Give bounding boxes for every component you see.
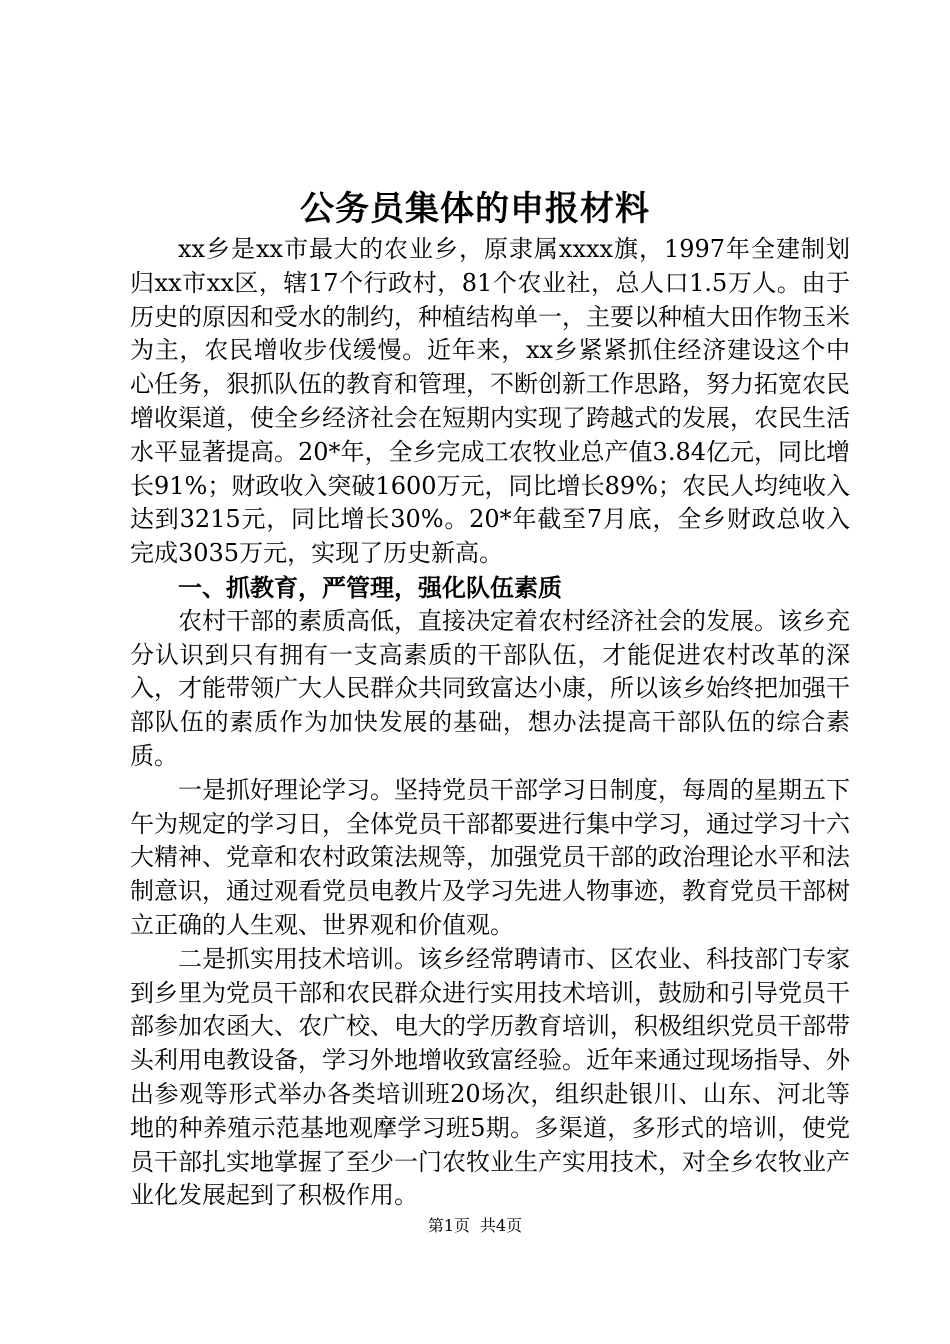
page-number: 第1页 (427, 1216, 470, 1235)
section-paragraph: 二是抓实用技术培训。该乡经常聘请市、区农业、科技部门专家到乡里为党员干部和农民群众进行实用技术培训，鼓励和引导党员干部参加农函大、农广校、电大的学历教育培训，积极组织党员干部带头利用电教设备，学习外地增收致富经验。近年来通过现场指导、外出参观等形式举办各类培训班20场次，组织赴银川、山东、河北等地的种养殖示范基地观摩学习班5期。多渠道，多形式的培训，使党员干部扎实地掌握了至少一门农牧业生产实用技术，对全乡农牧业产业化发展起到了积极作用。 (130, 944, 850, 1210)
document-body (130, 233, 850, 1213)
page-footer (0, 1214, 950, 1238)
section-paragraph: 一是抓好理论学习。坚持党员干部学习日制度，每周的星期五下午为规定的学习日，全体党员干部都要进行集中学习，通过学习十六大精神、党章和农村政策法规等，加强党员干部的政治理论水平和法制意识，通过观看党员电教片及学习先进人物事迹，教育党员干部树立正确的人生观、世界观和价值观。 (130, 775, 850, 939)
section-paragraph: 农村干部的素质高低，直接决定着农村经济社会的发展。该乡充分认识到只有拥有一支高素质的干部队伍，才能促进农村改革的深入，才能带领广大人民群众共同致富达小康，所以该乡始终把加强干部队伍的素质作为加快发展的基础，想办法提高干部队伍的综合素质。 (130, 606, 850, 770)
intro-paragraph: xx乡是xx市最大的农业乡，原隶属xxxx旗，1997年全建制划归xx市xx区，辖17个行政村，81个农业社，总人口1.5万人。由于历史的原因和受水的制约，种植结构单一，主要以种植大田作物玉米为主，农民增收步伐缓慢。近年来，xx乡紧紧抓住经济建设这个中心任务，狠抓队伍的教育和管理，不断创新工作思路，努力拓宽农民增收渠道，使全乡经济社会在短期内实现了跨越式的发展，农民生活水平显著提高。20*年，全乡完成工农牧业总产值3.84亿元，同比增长91%；财政收入突破1600万元，同比增长89%；农民人均纯收入达到3215元，同比增长30%。20*年截至7月底，全乡财政总收入完成3035万元，实现了历史新高。 (130, 235, 850, 568)
document-title: 公务员集体的申报材料 (300, 189, 650, 229)
section-heading: 一、抓教育，严管理，强化队伍素质 (178, 572, 562, 602)
page-total: 共4页 (480, 1216, 523, 1235)
